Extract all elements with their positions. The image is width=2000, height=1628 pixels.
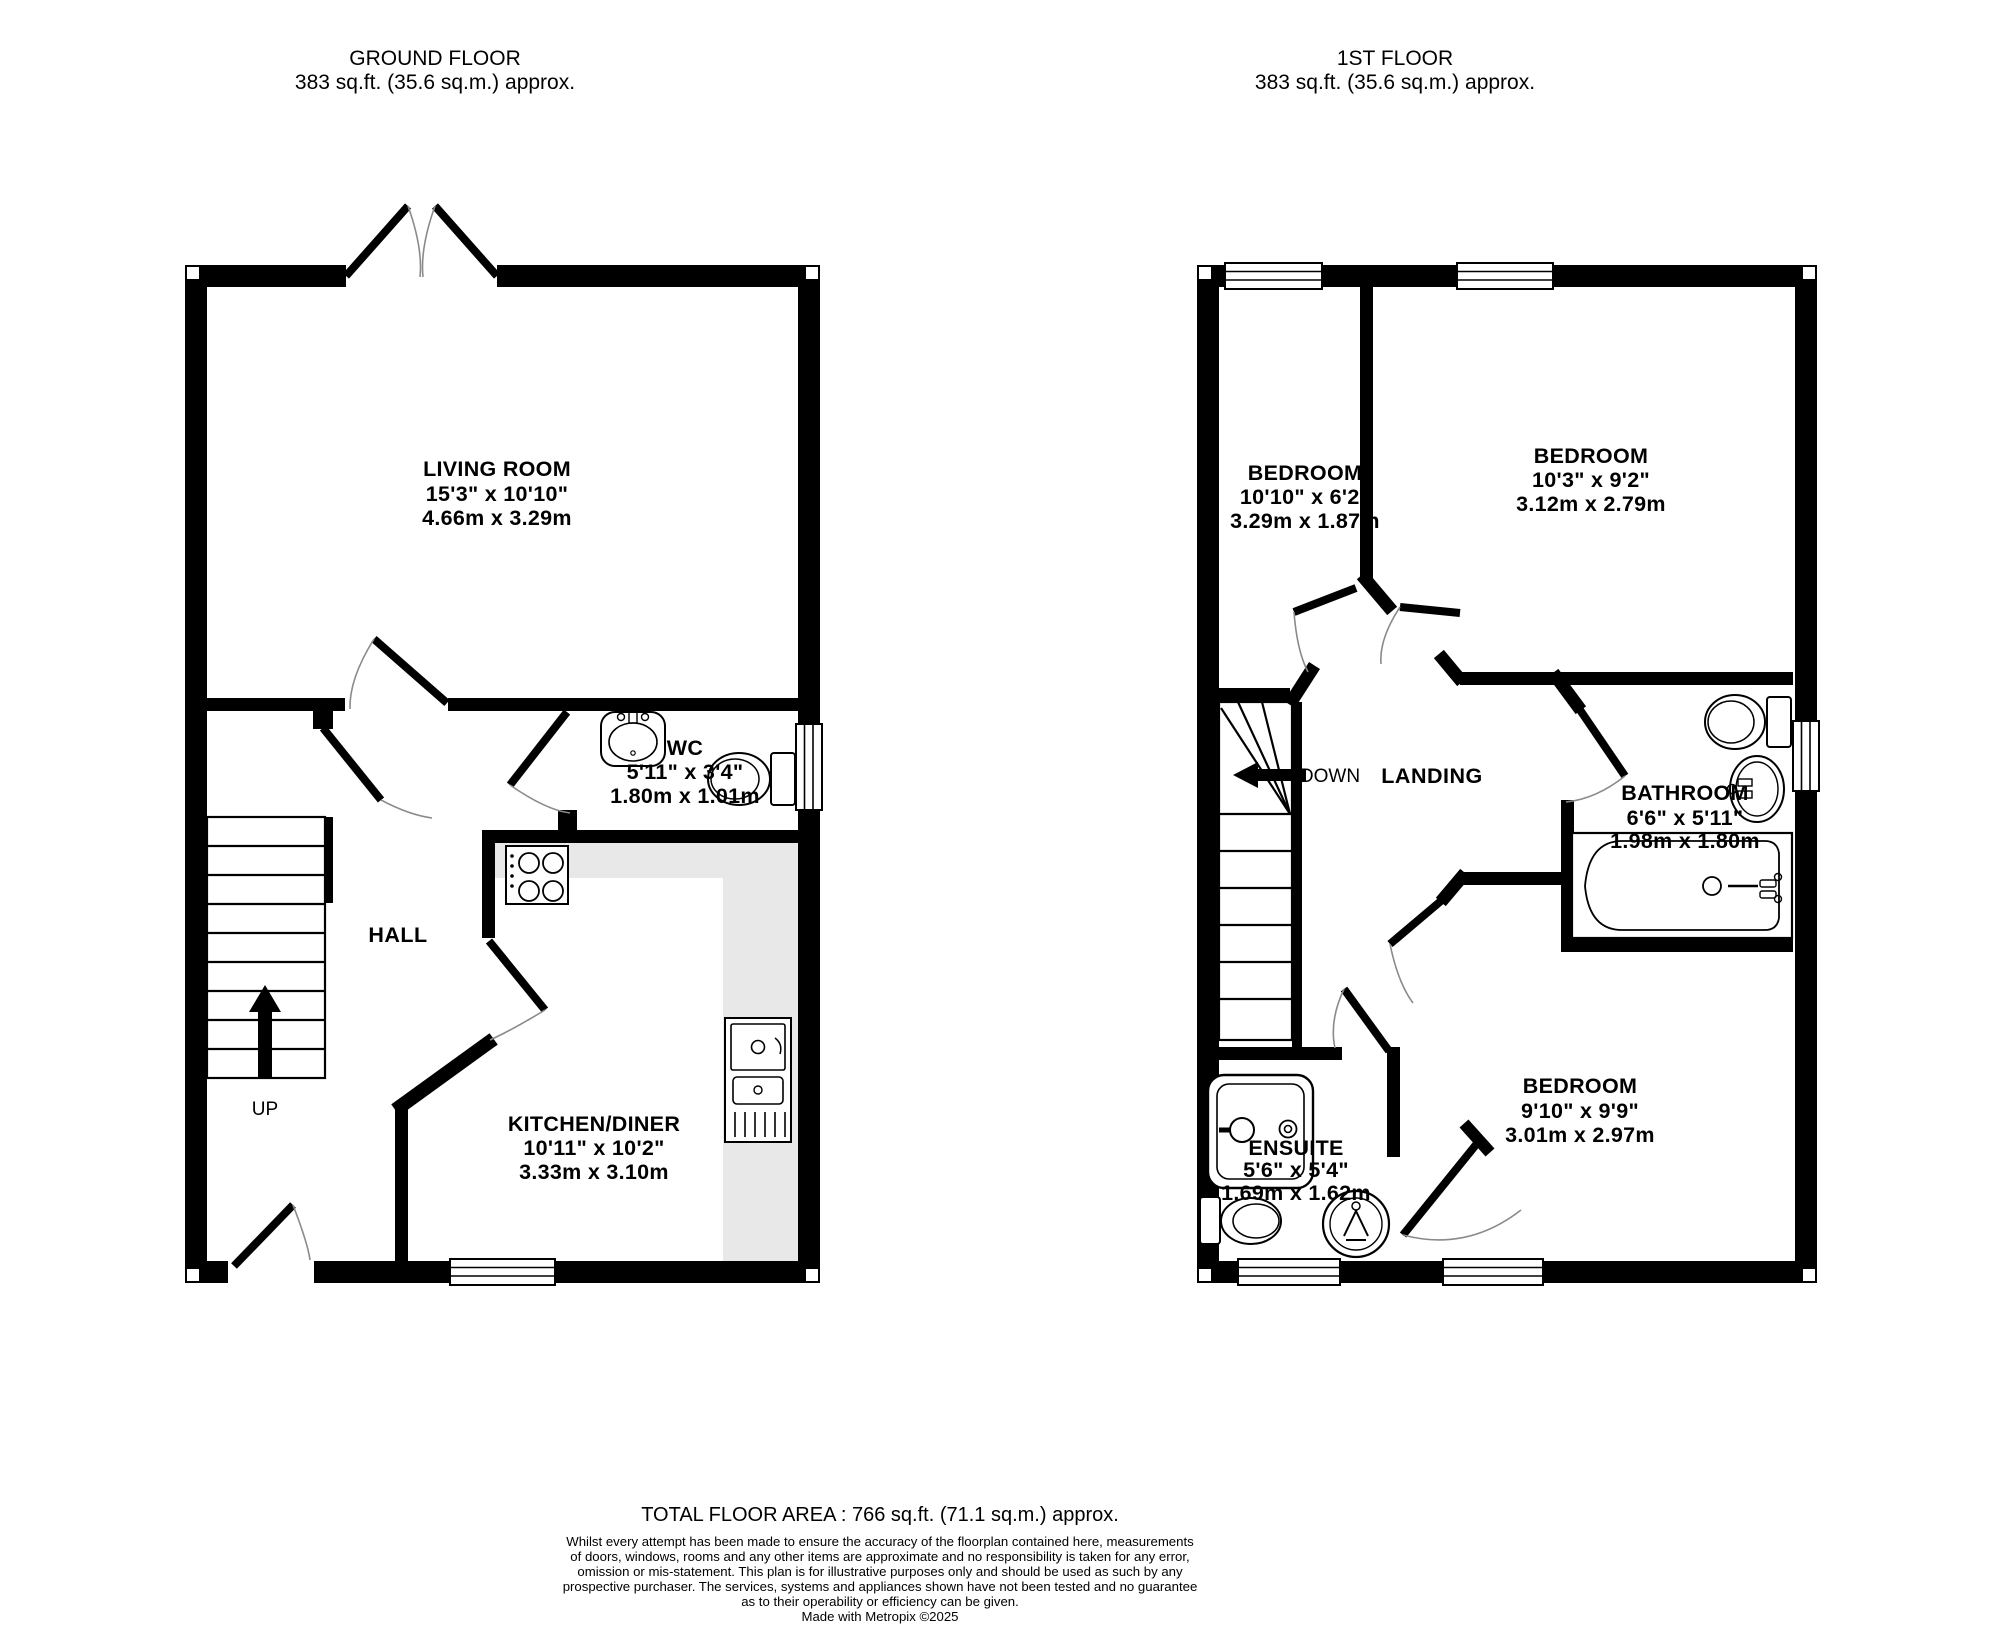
bedroom2-label bbox=[1516, 444, 1666, 516]
first-floor-header bbox=[1255, 47, 1535, 94]
kitchen-diner-label bbox=[508, 1112, 680, 1184]
total-floor-area: TOTAL FLOOR AREA : 766 sq.ft. (71.1 sq.m.) approx. bbox=[641, 1504, 1119, 1526]
svg-text:3.01m x 2.97m: 3.01m x 2.97m bbox=[1505, 1123, 1655, 1147]
up-label: UP bbox=[251, 1099, 279, 1120]
hall-label: HALL bbox=[368, 923, 428, 947]
ground-floor-header bbox=[295, 47, 575, 94]
svg-text:4.66m x 3.29m: 4.66m x 3.29m bbox=[422, 506, 572, 530]
disclaimer-line-5: as to their operability or efficiency can be given. bbox=[741, 1594, 1019, 1609]
bedroom1-label bbox=[1230, 461, 1380, 533]
bathroom-window bbox=[1793, 721, 1819, 791]
stairs-up bbox=[207, 817, 325, 1078]
svg-text:1.98m x 1.80m: 1.98m x 1.80m bbox=[1610, 829, 1760, 853]
svg-text:BEDROOM: BEDROOM bbox=[1522, 1074, 1638, 1098]
front-door bbox=[234, 1205, 310, 1266]
bedroom3-door bbox=[1403, 1141, 1521, 1240]
bedroom3-window bbox=[1443, 1259, 1543, 1285]
ground-window-wc bbox=[796, 724, 822, 810]
stairs-down bbox=[1219, 702, 1306, 1040]
bedroom1-window bbox=[1225, 263, 1322, 289]
ground-floor-plan bbox=[185, 206, 822, 1285]
svg-text:9'10" x 9'9": 9'10" x 9'9" bbox=[1521, 1099, 1639, 1123]
svg-text:BATHROOM: BATHROOM bbox=[1621, 781, 1749, 805]
ground-floor-area: 383 sq.ft. (35.6 sq.m.) approx. bbox=[294, 71, 576, 94]
wc-door bbox=[510, 712, 570, 813]
bedroom3-label bbox=[1505, 1074, 1655, 1147]
svg-text:5'6" x 5'4": 5'6" x 5'4" bbox=[1243, 1158, 1349, 1182]
svg-text:3.33m x 3.10m: 3.33m x 3.10m bbox=[519, 1160, 669, 1184]
svg-text:5'11" x 3'4": 5'11" x 3'4" bbox=[626, 760, 744, 784]
svg-text:1.69m x 1.62m: 1.69m x 1.62m bbox=[1221, 1181, 1371, 1205]
bathroom-label bbox=[1610, 781, 1760, 853]
first-floor-area: 383 sq.ft. (35.6 sq.m.) approx. bbox=[1254, 71, 1536, 94]
svg-text:1.80m x 1.01m: 1.80m x 1.01m bbox=[610, 784, 760, 808]
bathroom-door bbox=[1566, 707, 1625, 802]
first-floor-title: 1ST FLOOR bbox=[1336, 47, 1454, 70]
svg-text:6'6" x 5'11": 6'6" x 5'11" bbox=[1626, 806, 1744, 830]
landing-door bbox=[1390, 895, 1448, 1003]
svg-text:WC: WC bbox=[666, 736, 704, 760]
disclaimer-line-4: prospective purchaser. The services, systems and appliances shown have not been tested and no guarantee bbox=[562, 1579, 1198, 1594]
kitchen-door bbox=[489, 941, 545, 1040]
down-label: DOWN bbox=[1299, 766, 1361, 787]
bedroom2-window bbox=[1457, 263, 1553, 289]
svg-text:10'11" x 10'2": 10'11" x 10'2" bbox=[523, 1136, 665, 1160]
up-arrow-icon bbox=[249, 985, 281, 1078]
disclaimer-line-2: of doors, windows, rooms and any other items are approximate and no responsibility is taken for any error, bbox=[570, 1549, 1190, 1564]
svg-text:15'3" x 10'10": 15'3" x 10'10" bbox=[425, 482, 569, 506]
ground-floor-title: GROUND FLOOR bbox=[349, 47, 521, 70]
ensuite-door bbox=[1333, 989, 1389, 1051]
svg-text:10'10" x 6'2": 10'10" x 6'2" bbox=[1239, 485, 1371, 509]
svg-text:LIVING ROOM: LIVING ROOM bbox=[423, 457, 571, 481]
svg-text:3.29m x 1.87m: 3.29m x 1.87m bbox=[1230, 509, 1380, 533]
svg-text:KITCHEN/DINER: KITCHEN/DINER bbox=[507, 1112, 681, 1136]
ground-window-bottom bbox=[450, 1259, 555, 1285]
disclaimer-line-3: omission or mis-statement. This plan is for illustrative purposes only and should be used as such by any bbox=[577, 1564, 1183, 1579]
metropix-credit: Made with Metropix ©2025 bbox=[801, 1609, 959, 1624]
svg-text:BEDROOM: BEDROOM bbox=[1533, 444, 1649, 468]
kitchen-sink-icon bbox=[725, 1018, 791, 1142]
hob-icon bbox=[506, 846, 568, 904]
ensuite-window bbox=[1238, 1259, 1340, 1285]
svg-text:ENSUITE: ENSUITE bbox=[1248, 1136, 1344, 1160]
svg-text:BEDROOM: BEDROOM bbox=[1247, 461, 1363, 485]
living-room-label bbox=[422, 457, 572, 530]
footer bbox=[563, 1504, 1198, 1624]
wc-basin-icon bbox=[601, 712, 665, 766]
bedroom1-door bbox=[1294, 588, 1356, 672]
living-room-door bbox=[350, 639, 447, 709]
disclaimer-line-1: Whilst every attempt has been made to ensure the accuracy of the floorplan contained here, measurements bbox=[566, 1534, 1194, 1549]
bathroom-toilet-icon bbox=[1705, 695, 1791, 749]
hall-door bbox=[323, 728, 432, 818]
landing-label: LANDING bbox=[1381, 764, 1483, 788]
patio-double-door bbox=[346, 206, 497, 277]
svg-text:10'3" x 9'2": 10'3" x 9'2" bbox=[1532, 468, 1650, 492]
svg-text:3.12m x 2.79m: 3.12m x 2.79m bbox=[1516, 492, 1666, 516]
first-floor-plan bbox=[1197, 263, 1819, 1285]
